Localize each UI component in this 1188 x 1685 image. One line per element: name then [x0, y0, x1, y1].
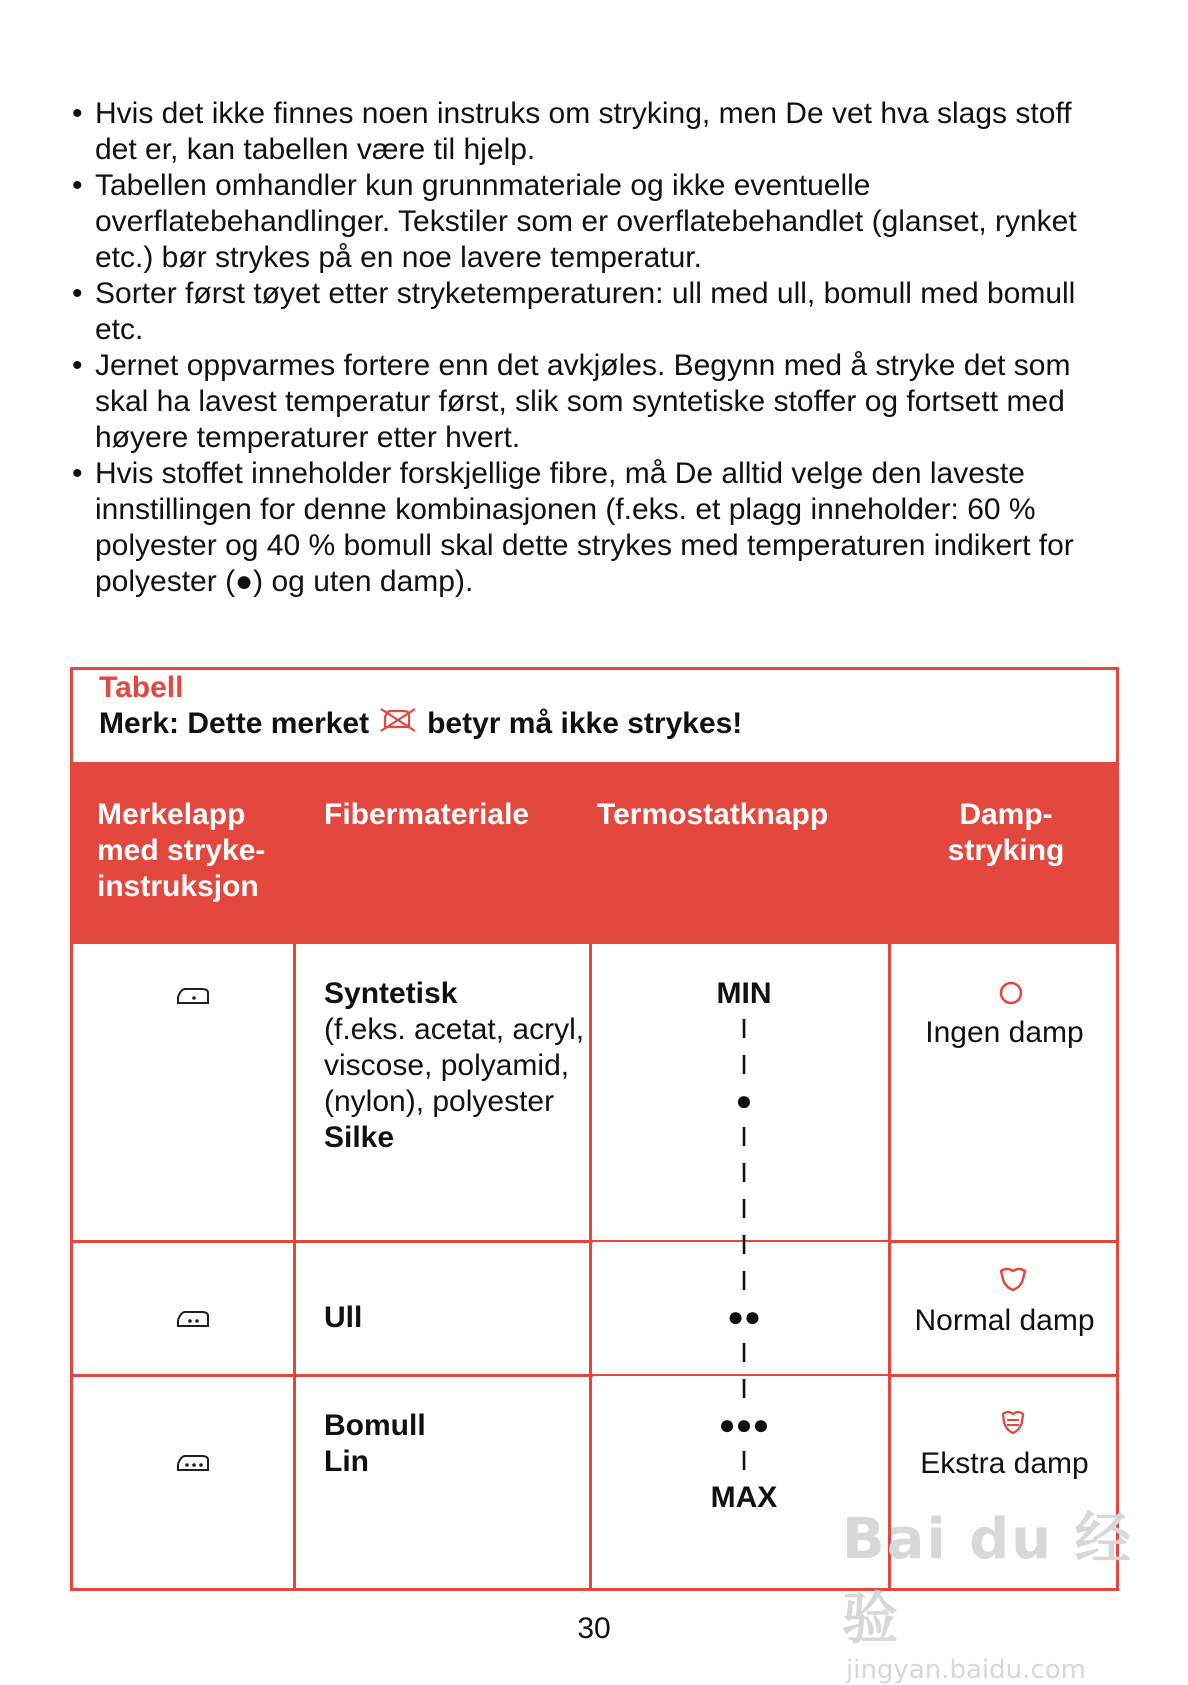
header-steam: Damp- stryking: [947, 798, 1065, 867]
watermark-logo: Bai du 经验: [842, 1507, 1133, 1652]
note-before: Merk: Dette merket: [99, 706, 370, 740]
dial-tick: I: [740, 1193, 748, 1224]
list-item: • Sorter først tøyet etter stryketemperaturen: ull med ull, bomull med bomull etc.: [72, 276, 1112, 348]
fiber-name: Syntetisk: [324, 977, 458, 1010]
dial-dot-3: ●●●: [718, 1409, 770, 1440]
dial-tick: I: [740, 1049, 748, 1080]
table-note: [99, 705, 742, 742]
fiber-name: Lin: [324, 1445, 369, 1478]
dial-tick: I: [740, 1013, 748, 1044]
normal-steam-icon: [997, 1265, 1029, 1298]
iron-one-dot-icon: [175, 985, 211, 1012]
fiber-name: Bomull: [324, 1409, 426, 1442]
row1-steam: Ingen damp: [925, 1016, 1084, 1049]
header-label: Merkelapp med stryke- instruksjon: [97, 798, 266, 903]
watermark-url: jingyan.baidu.com: [846, 1655, 1086, 1685]
list-item: • Hvis stoffet inneholder forskjellige fibre, må De alltid velge den laveste innstillingen for denne kombinasjonen (f.eks. et plagg inneholder: 60 % polyester og 40 % bomull skal dette strykes med temperaturen indikert for polyester (●) og uten damp).: [72, 456, 1112, 600]
fiber-name: Silke: [324, 1121, 395, 1154]
iron-two-dots-icon: [175, 1308, 211, 1335]
dial-max: MAX: [710, 1481, 778, 1514]
row2-steam: Normal damp: [914, 1304, 1095, 1337]
dial-tick: I: [740, 1121, 748, 1152]
no-steam-icon: [998, 980, 1024, 1011]
header-thermostat: Termostatknapp: [597, 798, 829, 831]
dial-dot-2: ●●: [727, 1301, 761, 1332]
dial-dot-1: ●: [735, 1085, 753, 1116]
row-divider: [70, 1240, 593, 1243]
list-item: • Jernet oppvarmes fortere enn det avkjøles. Begynn med å stryke det som skal ha lavest temperatur først, slik som syntetiske stoffer og fortsett med høyere temperaturer etter hvert.: [72, 348, 1112, 456]
dial-tick: I: [740, 1337, 748, 1368]
row-divider: [888, 1240, 1119, 1243]
row3-steam: Ekstra damp: [920, 1447, 1089, 1480]
column-divider: [589, 944, 592, 1591]
dial-tick: I: [740, 1445, 748, 1476]
extra-steam-icon: [999, 1408, 1027, 1441]
iron-three-dots-icon: [175, 1452, 211, 1479]
column-divider: [293, 944, 296, 1591]
dial-min: MIN: [716, 977, 772, 1010]
dial-tick: I: [740, 1229, 748, 1260]
row-divider: [70, 1374, 593, 1377]
row2-fiber: Ull: [324, 1301, 363, 1334]
page-number: 30: [577, 1612, 611, 1645]
note-after: betyr må ikke strykes!: [427, 706, 743, 740]
list-item: • Tabellen omhandler kun grunnmateriale og ikke eventuelle overflatebehandlinger. Tekstiler som er overflatebehandlet (glanset, rynket etc.) bør strykes på en noe lavere temperatur.: [72, 168, 1112, 276]
row1-fiber: [324, 976, 589, 1156]
instruction-list: [72, 96, 1112, 600]
list-item: • Hvis det ikke finnes noen instruks om stryking, men De vet hva slags stoff det er, kan tabellen være til hjelp.: [72, 96, 1112, 168]
table-title: Tabell: [99, 671, 184, 704]
dial-tick: I: [740, 1265, 748, 1296]
header-fiber: Fibermateriale: [324, 798, 530, 831]
dial-tick: I: [740, 1157, 748, 1188]
watermark: [842, 1495, 1188, 1685]
row-divider: [888, 1374, 1119, 1377]
row3-fiber: [324, 1408, 426, 1480]
fiber-detail: (f.eks. acetat, acryl, viscose, polyamid, (nylon), polyester: [324, 1013, 585, 1118]
dial-tick: I: [740, 1373, 748, 1404]
no-iron-icon: [379, 705, 417, 742]
